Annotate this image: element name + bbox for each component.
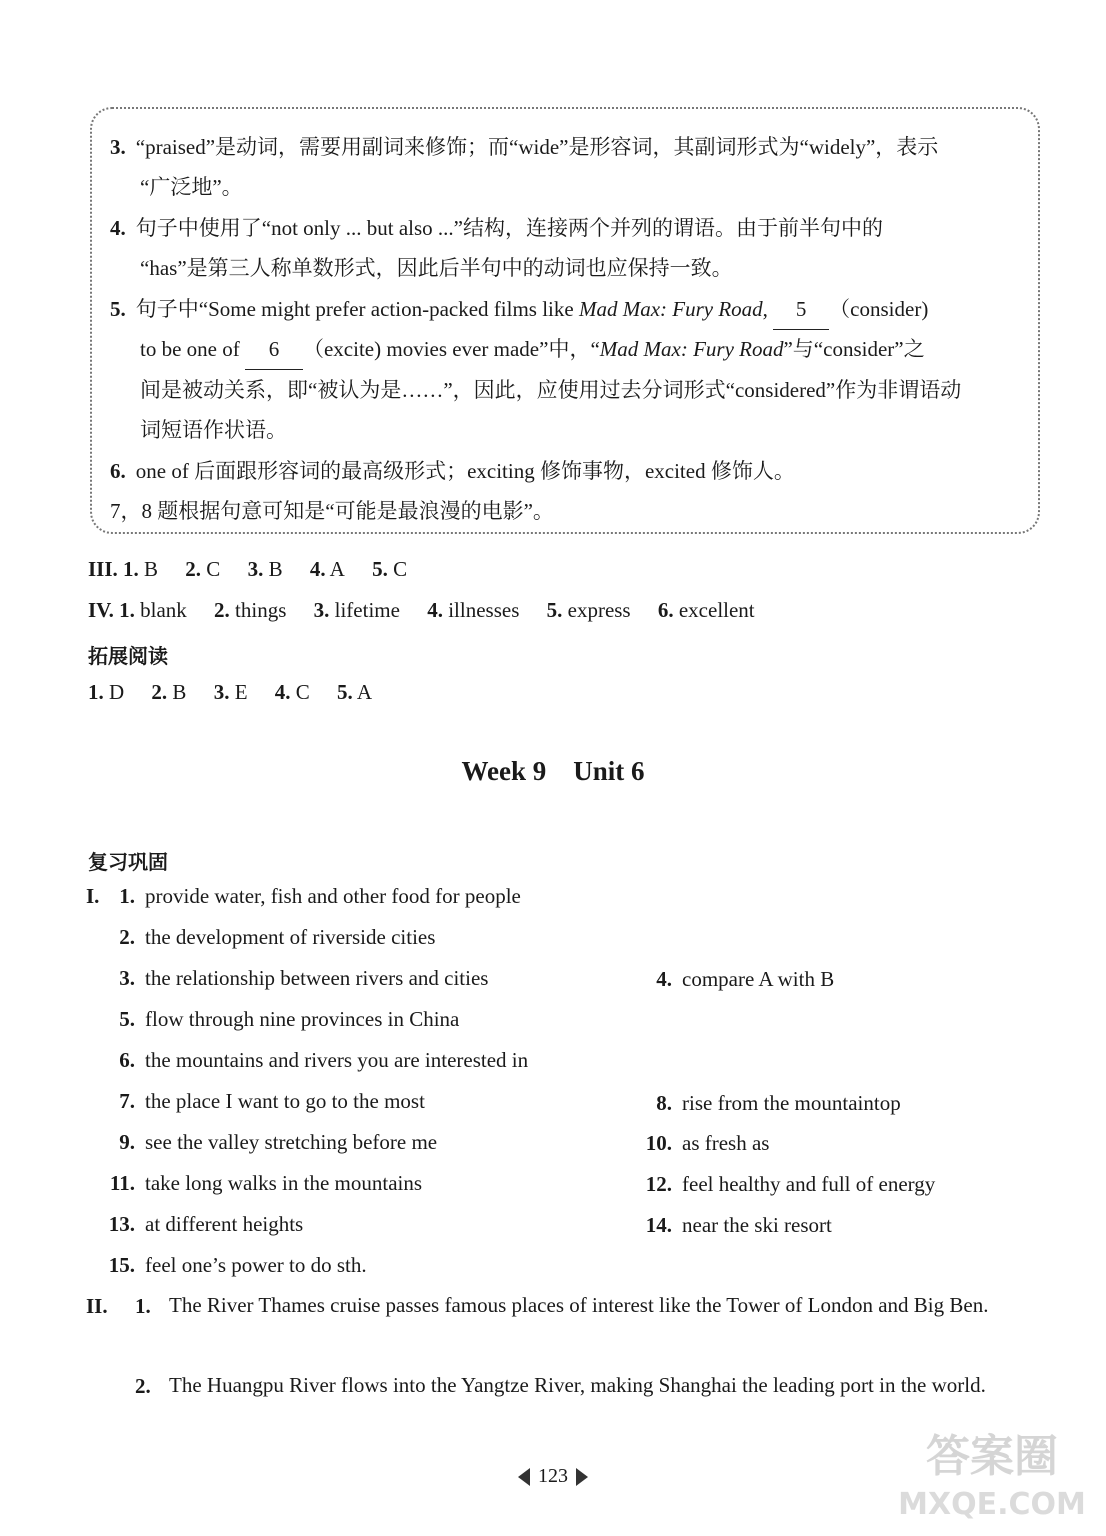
phrase-item: 5. flow through nine provinces in China bbox=[119, 1007, 460, 1031]
phrase-item: 11. take long walks in the mountains bbox=[109, 1171, 423, 1195]
page-number: 123 bbox=[0, 1465, 1106, 1488]
extended-reading-heading: 拓展阅读 bbox=[88, 644, 168, 668]
phrase-item: 13. at different heights bbox=[108, 1212, 304, 1236]
sentence-1-number: 1. bbox=[135, 1294, 151, 1318]
blank-6: 6 bbox=[245, 329, 303, 370]
phrase-item: 6. the mountains and rivers you are interested in bbox=[119, 1048, 529, 1072]
phrase-item: 12. feel healthy and full of energy bbox=[645, 1172, 936, 1196]
week-unit-title: Week 9 Unit 6 bbox=[461, 756, 645, 786]
right-triangle-icon bbox=[576, 1468, 588, 1486]
phrase-item: 14. near the ski resort bbox=[645, 1213, 832, 1237]
phrase-item: 7. the place I want to go to the most bbox=[119, 1089, 425, 1113]
sentence-2-number: 2. bbox=[135, 1374, 151, 1398]
note-5-line-1: 5. 句子中“Some might prefer action-packed films like Mad Max: Fury Road, 5 （consider) bbox=[110, 289, 928, 330]
phrase-item: 8. rise from the mountaintop bbox=[656, 1091, 901, 1115]
phrase-item: 10. as fresh as bbox=[645, 1131, 770, 1155]
note-5-line-3: 间是被动关系，即“被认为是……”，因此，应使用过去分词形式“considered”作为非谓语动 bbox=[140, 378, 962, 402]
answers-IV: IV. 1. blank 2. things 3. lifetime 4. illnesses 5. express 6. excellent bbox=[88, 598, 755, 622]
phrase-item: 2. the development of riverside cities bbox=[119, 925, 436, 949]
note-6-line-1: 6. one of 后面跟形容词的最高级形式；exciting 修饰事物，excited 修饰人。 bbox=[110, 459, 795, 483]
part-II-label: II. bbox=[86, 1294, 108, 1318]
answers-extended-reading: 1. D 2. B 3. E 4. C 5. A bbox=[88, 680, 373, 704]
left-triangle-icon bbox=[518, 1468, 530, 1486]
sentence-1: The River Thames cruise passes famous places of interest like the Tower of London and Big Ben. bbox=[169, 1293, 989, 1317]
phrase-item: 9. see the valley stretching before me bbox=[119, 1130, 438, 1154]
blank-5: 5 bbox=[773, 289, 829, 330]
svg-text:MXQE.COM: MXQE.COM bbox=[898, 1487, 1086, 1522]
phrase-item: 4. compare A with B bbox=[656, 967, 835, 991]
watermark-logo bbox=[892, 1416, 1092, 1526]
sentence-2: The Huangpu River flows into the Yangtze River, making Shanghai the leading port in the world. bbox=[169, 1373, 986, 1397]
phrase-item: 3. the relationship between rivers and cities bbox=[119, 966, 489, 990]
note-5-line-4: 词短语作状语。 bbox=[140, 418, 287, 442]
note-4-line-1: 4. 句子中使用了“not only ... but also ...”结构，连接两个并列的谓语。由于前半句中的 bbox=[110, 216, 883, 240]
note-7-8: 7，8 题根据句意可知是“可能是最浪漫的电影”。 bbox=[110, 499, 554, 523]
part-I-label: I. bbox=[86, 884, 100, 908]
phrase-item: 1. provide water, fish and other food for people bbox=[119, 884, 521, 908]
svg-text:答案圈: 答案圈 bbox=[926, 1431, 1058, 1482]
note-5-line-2: to be one of 6 （excite) movies ever made”中，“Mad Max: Fury Road”与“consider”之 bbox=[140, 329, 925, 370]
note-3-line-2: “广泛地”。 bbox=[140, 175, 243, 199]
note-4-line-2: “has”是第三人称单数形式，因此后半句中的动词也应保持一致。 bbox=[140, 256, 733, 280]
note-3-line-1: 3. “praised”是动词，需要用副词来修饰；而“wide”是形容词，其副词形式为“widely”，表示 bbox=[110, 135, 939, 159]
review-heading: 复习巩固 bbox=[88, 850, 168, 874]
answers-III: III. 1. B 2. C 3. B 4. A 5. C bbox=[88, 557, 408, 581]
phrase-item: 15. feel one’s power to do sth. bbox=[108, 1253, 367, 1277]
